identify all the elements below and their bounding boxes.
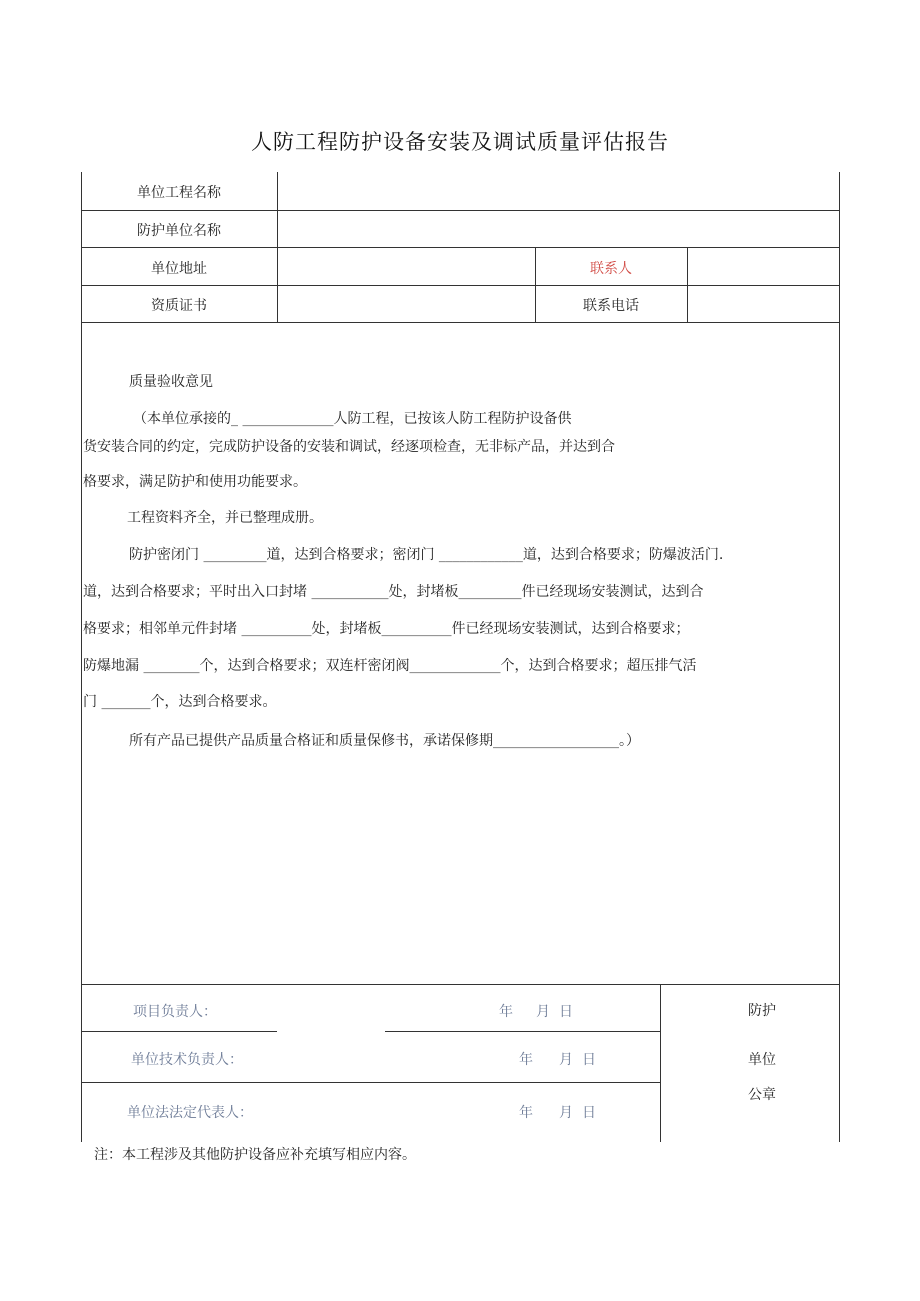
page-title: 人防工程防护设备安装及调试质量评估报告	[251, 130, 669, 154]
stamp-line-3: 公章	[748, 1087, 776, 1103]
date-day: 日	[582, 1105, 596, 1121]
opinion-line: 所有产品已提供产品质量合格证和质量保修书，承诺保修期__________________。）	[129, 733, 640, 749]
opinion-line: 道，达到合格要求；平时出入口封堵 ___________处，封堵板_________件已经现场安装测试，达到合	[83, 584, 704, 600]
protection-unit-label: 防护单位名称	[137, 223, 221, 239]
opinion-line: 防爆地漏 ________个，达到合格要求；双连杆密闭阀_____________个，达到合格要求；超压排气活	[83, 658, 697, 674]
opinion-line: 工程资料齐全，并已整理成册。	[127, 510, 323, 526]
date-month: 月	[559, 1052, 573, 1068]
legal-rep-label: 单位法法定代表人：	[127, 1105, 253, 1121]
opinion-heading: 质量验收意见	[129, 374, 213, 390]
stamp-line-1: 防护	[748, 1003, 776, 1019]
opinion-line: 货安装合同的约定，完成防护设备的安装和调试，经逐项检查，无非标产品，并达到合	[83, 439, 615, 455]
opinion-line: 格要求，满足防护和使用功能要求。	[83, 474, 307, 490]
opinion-line: 格要求；相邻单元件封堵 __________处，封堵板__________件已经现场安装测试，达到合格要求；	[83, 621, 690, 637]
address-label: 单位地址	[151, 261, 207, 277]
tech-manager-label: 单位技术负责人：	[131, 1052, 243, 1068]
opinion-line: 门 _______个，达到合格要求。	[83, 694, 277, 710]
date-day: 日	[582, 1052, 596, 1068]
contact-label: 联系人	[590, 261, 632, 277]
project-manager-label: 项目负责人：	[133, 1004, 217, 1020]
opinion-line: （本单位承接的_ _____________人防工程，已按该人防工程防护设备供	[133, 411, 572, 427]
footnote: 注：本工程涉及其他防护设备应补充填写相应内容。	[94, 1147, 416, 1163]
date-year: 年	[499, 1004, 513, 1020]
project-name-label: 单位工程名称	[137, 185, 221, 201]
date-month: 月	[559, 1105, 573, 1121]
phone-label: 联系电话	[583, 298, 639, 314]
qualification-label: 资质证书	[151, 298, 207, 314]
date-month: 月	[536, 1004, 550, 1020]
date-day: 日	[559, 1004, 573, 1020]
date-year: 年	[519, 1052, 533, 1068]
date-year: 年	[519, 1105, 533, 1121]
opinion-line: 防护密闭门 _________道，达到合格要求；密闭门 ____________道，达到合格要求；防爆波活门.	[129, 547, 724, 563]
stamp-line-2: 单位	[748, 1052, 776, 1068]
